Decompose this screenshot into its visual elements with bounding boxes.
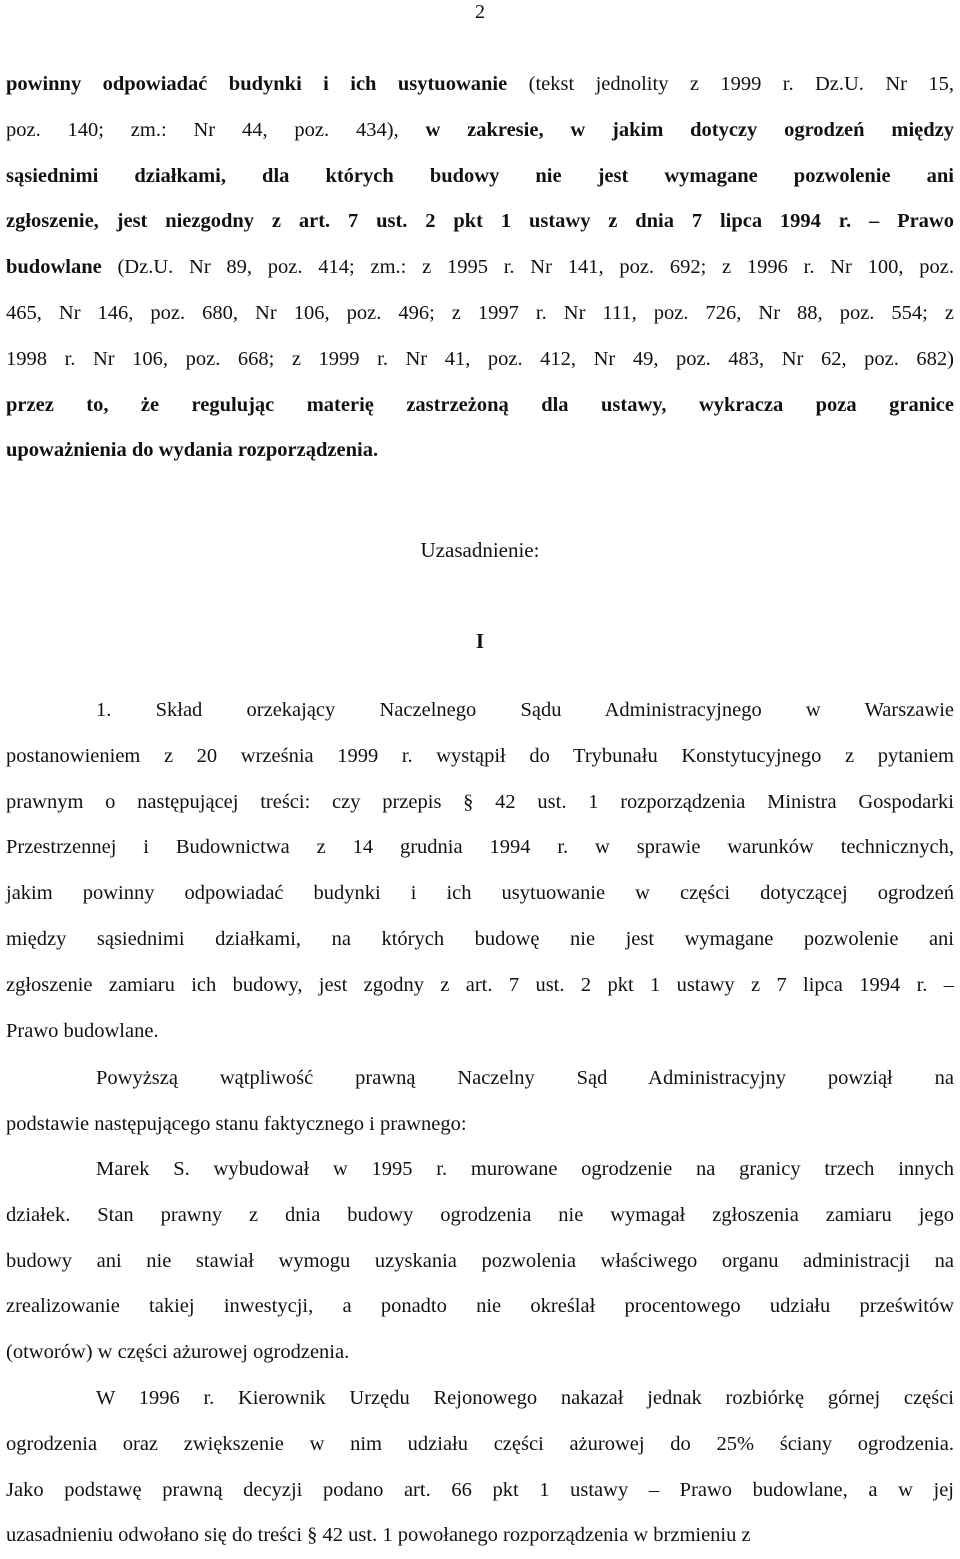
text-run: zgłoszenie zamiaru ich budowy, jest zgodny z art. 7 ust. 2 pkt 1 ustawy z 7 lipca 1994 r. – [6, 973, 954, 996]
section-numeral: I [475, 629, 485, 653]
text-line [6, 734, 954, 780]
text-line [6, 1009, 954, 1055]
text-run: Powyższą wątpliwość prawną Naczelny Sąd Administracyjny powziął na [96, 1067, 954, 1089]
page-number: 2 [475, 1, 485, 23]
text-line [6, 825, 954, 871]
text-line [6, 62, 954, 108]
text-line [6, 963, 954, 1009]
text-line [6, 780, 954, 826]
paragraph-facts-construction [6, 1147, 954, 1376]
paragraph-facts-intro [6, 1056, 954, 1148]
text-run: podstawie następującego stanu faktycznego i prawnego: [6, 1112, 467, 1135]
text-line [6, 1422, 954, 1468]
bold-text-run: sąsiednimi działkami, dla których budowy nie jest wymagane pozwolenie ani [6, 164, 954, 187]
text-run: między sąsiednimi działkami, na których budowę nie jest wymagane pozwolenie ani [6, 927, 954, 950]
text-run: (tekst jednolity z 1999 r. Dz.U. Nr 15, [528, 73, 954, 95]
text-run: budowy ani nie stawiał wymogu uzyskania pozwolenia właściwego organu administracji na [6, 1249, 954, 1272]
bold-text-run: powinny odpowiadać budynki i ich usytuowanie [6, 73, 529, 95]
text-run: postanowieniem z 20 września 1999 r. wystąpił do Trybunału Konstytucyjnego z pytaniem [6, 744, 954, 767]
text-run: Prawo budowlane. [6, 1019, 159, 1042]
text-run: 1998 r. Nr 106, poz. 668; z 1999 r. Nr 41, poz. 412, Nr 49, poz. 483, Nr 62, poz. 682) [6, 347, 954, 370]
text-run: 465, Nr 146, poz. 680, Nr 106, poz. 496; z 1997 r. Nr 111, poz. 726, Nr 88, poz. 554; z [6, 301, 954, 324]
text-line [6, 337, 954, 383]
bold-text-run: budowlane [6, 256, 118, 279]
text-run: Marek S. wybudował w 1995 r. murowane ogrodzenie na granicy trzech innych [96, 1158, 954, 1180]
text-line [6, 428, 954, 474]
text-line [6, 1193, 954, 1239]
text-run: ogrodzenia oraz zwiększenie w nim udziału części ażurowej do 25% ściany ogrodzenia. [6, 1432, 954, 1455]
text-line [6, 1513, 954, 1559]
text-line [6, 291, 954, 337]
text-line [6, 1102, 954, 1148]
text-run: 1. Skład orzekający Naczelnego Sądu Administracyjnego w Warszawie [96, 699, 954, 721]
text-run: poz. 140; zm.: Nr 44, poz. 434), [6, 118, 426, 141]
text-line [6, 199, 954, 245]
text-run: (Dz.U. Nr 89, poz. 414; zm.: z 1995 r. Nr 141, poz. 692; z 1996 r. Nr 100, poz. [117, 256, 954, 279]
text-run: uzasadnieniu odwołano się do treści § 42 ust. 1 powołanego rozporządzenia w brzmieniu z [6, 1524, 751, 1547]
text-run: Jako podstawę prawną decyzji podano art. 66 pkt 1 ustawy – Prawo budowlane, a w jej [6, 1478, 954, 1501]
text-line [6, 871, 954, 917]
bold-text-run: w zakresie, w jakim dotyczy ogrodzeń między [425, 118, 955, 141]
text-line [6, 688, 954, 734]
paragraph-operative-clause [6, 62, 954, 474]
bold-text-run: zgłoszenie, jest niezgodny z art. 7 ust. 2 pkt 1 ustawy z dnia 7 lipca 1994 r. – Prawo [6, 210, 954, 233]
text-line [6, 1330, 954, 1376]
paragraph-question [6, 688, 954, 1054]
text-run: zrealizowanie takiej inwestycji, a ponadto nie określał procentowego udziału prześwitów [6, 1295, 954, 1318]
text-run: prawnym o następującej treści: czy przepis § 42 ust. 1 rozporządzenia Ministra Gospodarki [6, 790, 954, 813]
text-line [6, 1468, 954, 1514]
bold-text-run: przez to, że regulując materię zastrzeżoną dla ustawy, wykracza poza granice [6, 393, 954, 416]
text-line [6, 154, 954, 200]
section-heading: Uzasadnienie: [420, 538, 540, 562]
text-line [6, 917, 954, 963]
paragraph-facts-decision [6, 1376, 954, 1559]
bold-text-run: upoważnienia do wydania rozporządzenia. [6, 439, 379, 462]
text-line [6, 1056, 954, 1102]
text-line [6, 1239, 954, 1285]
text-line [6, 1147, 954, 1193]
text-line [6, 245, 954, 291]
text-run: działek. Stan prawny z dnia budowy ogrodzenia nie wymagał zgłoszenia zamiaru jego [6, 1203, 954, 1226]
text-line [6, 383, 954, 429]
text-run: Przestrzennej i Budownictwa z 14 grudnia 1994 r. w sprawie warunków technicznych, [6, 836, 954, 859]
text-line [6, 1284, 954, 1330]
text-run: (otworów) w części ażurowej ogrodzenia. [6, 1341, 350, 1364]
text-line [6, 108, 954, 154]
text-run: W 1996 r. Kierownik Urzędu Rejonowego nakazał jednak rozbiórkę górnej części [96, 1387, 954, 1409]
text-line [6, 1376, 954, 1422]
text-run: jakim powinny odpowiadać budynki i ich usytuowanie w części dotyczącej ogrodzeń [6, 882, 954, 905]
